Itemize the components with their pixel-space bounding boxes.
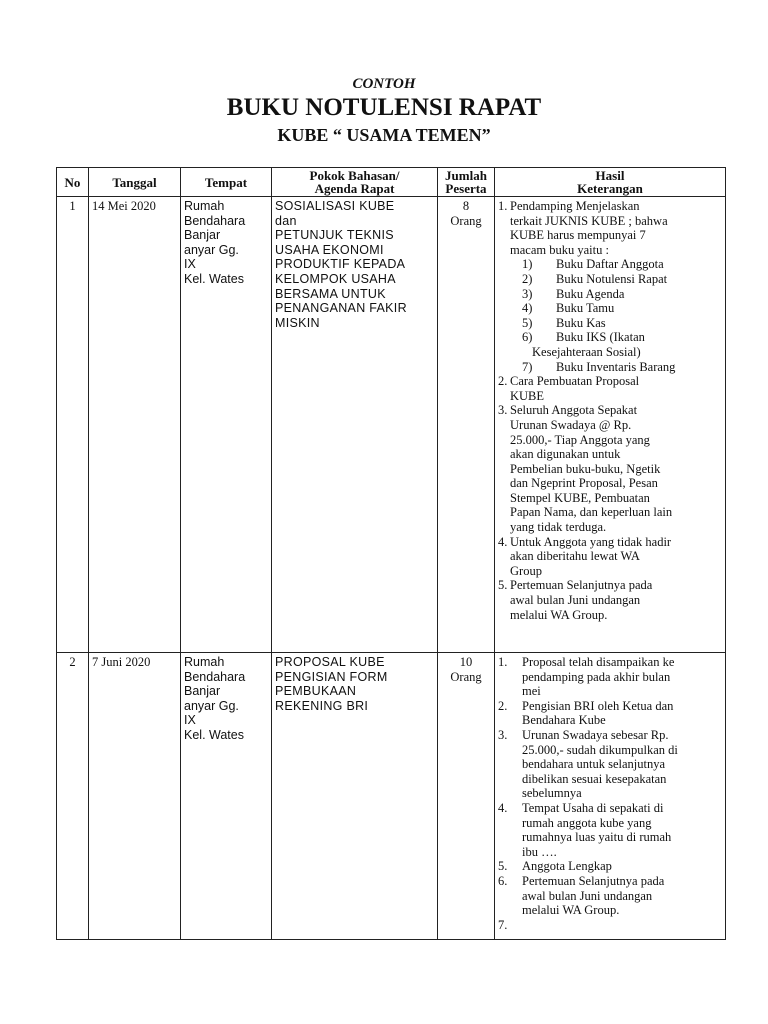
place-line: Rumah: [184, 199, 225, 213]
result-text: [518, 859, 722, 874]
column-header-no: No: [57, 168, 89, 197]
result-line: Urunan Swadaya sebesar Rp.: [522, 727, 669, 742]
cell-date: 14 Mei 2020: [89, 197, 181, 653]
result-item: [498, 374, 722, 403]
result-list: [498, 655, 722, 932]
participants-line: 8: [462, 199, 470, 213]
cell-participants: [438, 653, 495, 940]
cell-place: [181, 197, 272, 653]
result-number: 3.: [498, 403, 508, 418]
result-line: 25.000,- sudah dikumpulkan di: [522, 742, 678, 757]
sub-line: Buku Tamu: [556, 301, 615, 316]
result-text: [518, 801, 722, 859]
cell-date: 7 Juni 2020: [89, 653, 181, 940]
sub-line: Buku Notulensi Rapat: [556, 271, 668, 286]
result-line: Pembelian buku-buku, Ngetik: [510, 461, 661, 476]
document-subtitle: KUBE “ USAMA TEMEN”: [277, 125, 491, 145]
result-line: Untuk Anggota yang tidak hadir: [510, 534, 672, 549]
table-row: [57, 653, 726, 940]
sub-line: Buku Agenda: [556, 286, 625, 301]
sub-number: 7): [522, 359, 533, 374]
result-line: macam buku yaitu :: [510, 242, 609, 257]
topic-line: dan: [275, 213, 297, 228]
result-number: 2.: [498, 374, 508, 389]
result-line: awal bulan Juni undangan: [522, 888, 653, 903]
sub-list: [510, 257, 722, 374]
result-line: dibelikan sesuai kesepakatan: [522, 771, 667, 786]
column-header-date: Tanggal: [89, 168, 181, 197]
result-line: Papan Nama, dan keperluan lain: [510, 505, 673, 520]
document-title: BUKU NOTULENSI RAPAT: [226, 94, 542, 121]
sub-item: [510, 301, 722, 316]
table-row: [57, 197, 726, 653]
sub-number: 4): [522, 301, 533, 316]
result-text: [518, 728, 722, 801]
place-line: Kel. Wates: [184, 727, 244, 742]
place-line: Rumah: [184, 655, 225, 669]
result-line: Seluruh Anggota Sepakat: [510, 403, 638, 418]
participants-line: Orang: [450, 669, 482, 684]
cell-result: [495, 653, 726, 940]
topic-line: PENGISIAN FORM: [275, 669, 388, 684]
result-item: [498, 403, 722, 534]
place-line: anyar Gg.: [184, 242, 239, 257]
cell-result: [495, 197, 726, 653]
cell-participants: [438, 197, 495, 653]
result-line: melalui WA Group.: [522, 903, 620, 918]
result-item: [498, 859, 722, 874]
result-number: 5.: [498, 859, 508, 874]
result-number: 6.: [498, 873, 508, 888]
result-text: [510, 535, 722, 579]
cell-place: [181, 653, 272, 940]
sub-line: Buku Inventaris Barang: [556, 359, 676, 374]
sub-item: [510, 272, 722, 287]
sub-item: [510, 257, 722, 272]
result-line: akan digunakan untuk: [510, 447, 621, 462]
result-line: pendamping pada akhir bulan: [522, 669, 671, 684]
result-text: [510, 374, 722, 403]
result-line: rumah anggota kube yang: [522, 815, 652, 830]
topic-line: KELOMPOK USAHA: [275, 271, 396, 286]
column-header-place: Tempat: [181, 168, 272, 197]
sub-item: [510, 360, 722, 375]
result-line: Bendahara Kube: [522, 713, 606, 728]
result-line: Stempel KUBE, Pembuatan: [510, 490, 650, 505]
place-line: IX: [184, 713, 196, 728]
place-line: IX: [184, 257, 196, 272]
topic-line: PENANGANAN FAKIR: [275, 301, 407, 316]
topic-line: MISKIN: [275, 315, 320, 330]
topic-line: REKENING BRI: [275, 698, 369, 713]
topic-line: SOSIALISASI KUBE: [275, 199, 395, 213]
result-line: Proposal telah disampaikan ke: [522, 655, 675, 669]
sub-number: 3): [522, 286, 533, 301]
result-item: [498, 728, 722, 801]
minutes-table: [56, 167, 726, 940]
cell-no: 1: [57, 197, 89, 653]
sub-line: Buku Kas: [556, 315, 606, 330]
cell-topic: [272, 653, 438, 940]
result-number: 4.: [498, 534, 508, 549]
result-number: 4.: [498, 800, 508, 815]
result-item: [498, 801, 722, 859]
sub-line: Buku Daftar Anggota: [556, 257, 664, 272]
result-number: 3.: [498, 727, 508, 742]
result-text: [510, 403, 722, 534]
column-header-result: Hasil Keterangan: [495, 168, 726, 197]
result-item: [498, 535, 722, 579]
result-text: [510, 578, 722, 622]
result-item: [498, 699, 722, 728]
result-line: Pengisian BRI oleh Ketua dan: [522, 698, 674, 713]
result-line: melalui WA Group.: [510, 607, 608, 622]
result-item: [498, 655, 722, 699]
sub-item: [510, 287, 722, 302]
column-header-participants: Jumlah Peserta: [438, 168, 495, 197]
result-line: Tempat Usaha di sepakati di: [522, 800, 664, 815]
result-line: dan Ngeprint Proposal, Pesan: [510, 476, 658, 491]
sub-item: [510, 316, 722, 331]
sub-number: 1): [522, 257, 533, 272]
result-number: 7.: [498, 917, 508, 932]
result-line: KUBE harus mempunyai 7: [510, 228, 646, 243]
result-line: awal bulan Juni undangan: [510, 593, 641, 608]
result-line: Group: [510, 563, 542, 578]
place-line: Banjar: [184, 684, 221, 699]
column-header-topic: Pokok Bahasan/ Agenda Rapat: [272, 168, 438, 197]
result-line: Cara Pembuatan Proposal: [510, 374, 640, 389]
result-line: Anggota Lengkap: [522, 859, 612, 874]
sub-item: [510, 330, 722, 359]
result-number: 1.: [498, 655, 508, 669]
topic-line: BERSAMA UNTUK: [275, 286, 386, 301]
place-line: anyar Gg.: [184, 698, 239, 713]
sub-number: 5): [522, 315, 533, 330]
result-line: Pertemuan Selanjutnya pada: [522, 873, 665, 888]
result-line: terkait JUKNIS KUBE ; bahwa: [510, 213, 668, 228]
topic-line: USAHA EKONOMI: [275, 242, 384, 257]
topic-line: PETUNJUK TEKNIS: [275, 228, 394, 243]
result-line: yang tidak terduga.: [510, 520, 607, 535]
result-line: sebelumnya: [522, 786, 582, 801]
result-line: KUBE: [510, 388, 545, 403]
result-line: 25.000,- Tiap Anggota yang: [510, 432, 650, 447]
result-number: 2.: [498, 698, 508, 713]
topic-line: PEMBUKAAN: [275, 684, 357, 699]
topic-line: PROPOSAL KUBE: [275, 655, 385, 669]
cell-topic: [272, 197, 438, 653]
participants-line: Orang: [450, 213, 482, 228]
result-text: [510, 199, 722, 257]
result-item: [498, 874, 722, 918]
result-text: [518, 655, 722, 699]
topic-line: PRODUKTIF KEPADA: [275, 257, 406, 272]
result-text: [518, 874, 722, 918]
sub-line: Kesejahteraan Sosial): [532, 344, 641, 359]
cell-no: 2: [57, 653, 89, 940]
result-list: [498, 199, 722, 622]
result-line: mei: [522, 684, 541, 699]
result-text: [518, 699, 722, 728]
result-line: Pertemuan Selanjutnya pada: [510, 578, 653, 593]
result-line: ibu ….: [522, 844, 557, 859]
result-item: [498, 199, 722, 374]
result-line: Pendamping Menjelaskan: [510, 199, 640, 213]
place-line: Bendahara: [184, 213, 246, 228]
sub-number: 6): [522, 330, 533, 345]
result-line: Urunan Swadaya @ Rp.: [510, 417, 632, 432]
result-item: [498, 578, 722, 622]
sub-line: Buku IKS (Ikatan: [556, 330, 645, 345]
result-line: bendahara untuk selanjutnya: [522, 757, 666, 772]
place-line: Kel. Wates: [184, 271, 244, 286]
result-line: akan diberitahu lewat WA: [510, 549, 640, 564]
participants-line: 10: [459, 655, 473, 669]
result-line: rumahnya luas yaitu di rumah: [522, 830, 672, 845]
document-label: CONTOH: [352, 76, 416, 92]
sub-number: 2): [522, 271, 533, 286]
place-line: Bendahara: [184, 669, 246, 684]
result-number: 1.: [498, 199, 508, 213]
result-number: 5.: [498, 578, 508, 593]
place-line: Banjar: [184, 228, 221, 243]
table-header-row: [57, 168, 726, 197]
